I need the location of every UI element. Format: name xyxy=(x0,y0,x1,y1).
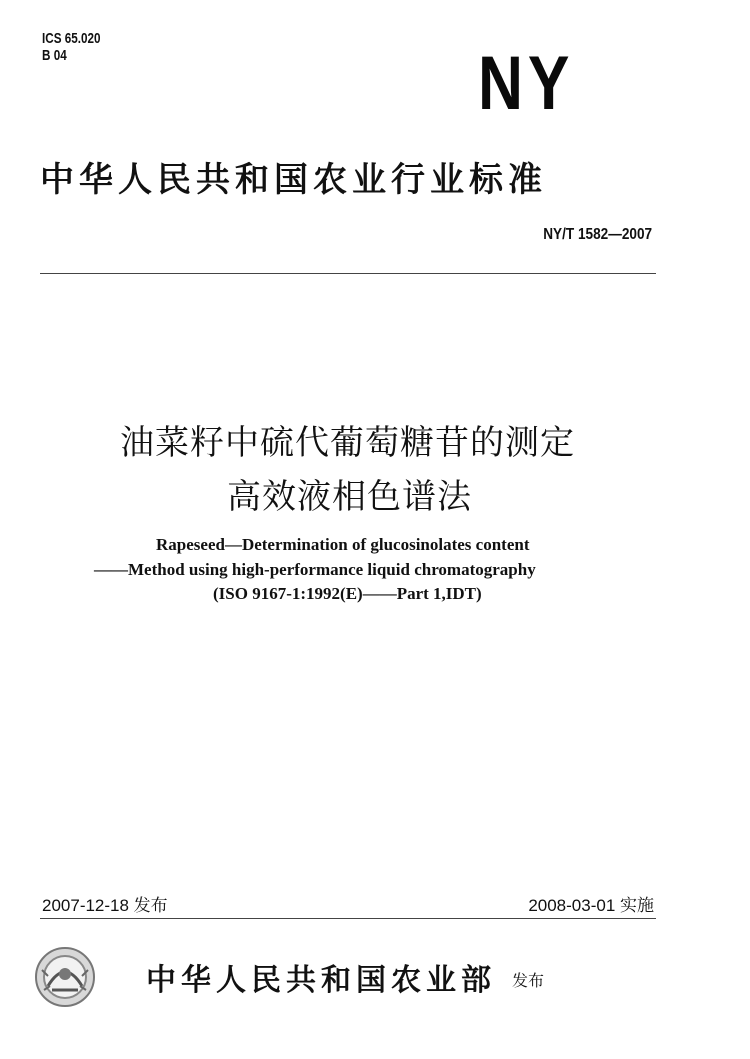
chinese-title-line-2: 高效液相色谱法 xyxy=(227,477,472,517)
english-title-line-2: ——Method using high-performance liquid chromatography xyxy=(94,560,536,579)
publisher-name: 中华人民共和国农业部 xyxy=(146,963,496,998)
ministry-emblem-icon xyxy=(34,946,96,1008)
publish-label: 发布 xyxy=(512,971,545,990)
top-divider xyxy=(40,273,656,274)
ics-code: ICS 65.020 xyxy=(42,30,101,47)
bottom-divider xyxy=(40,918,656,919)
issue-date: 2007-12-18 发布 xyxy=(42,896,168,915)
english-title-line-1: Rapeseed—Determination of glucosinolates content xyxy=(156,535,530,554)
effective-date: 2008-03-01 实施 xyxy=(528,896,654,915)
chinese-title-line-1: 油菜籽中硫代葡萄糖苷的测定 xyxy=(120,423,575,463)
classification-code: B 04 xyxy=(42,47,67,64)
english-title-line-3: (ISO 9167-1:1992(E)——Part 1,IDT) xyxy=(213,584,482,603)
standard-type-heading: 中华人民共和国农业行业标准 xyxy=(40,160,547,200)
standard-number: NY/T 1582—2007 xyxy=(543,226,652,243)
ny-logo: NY xyxy=(478,41,575,126)
